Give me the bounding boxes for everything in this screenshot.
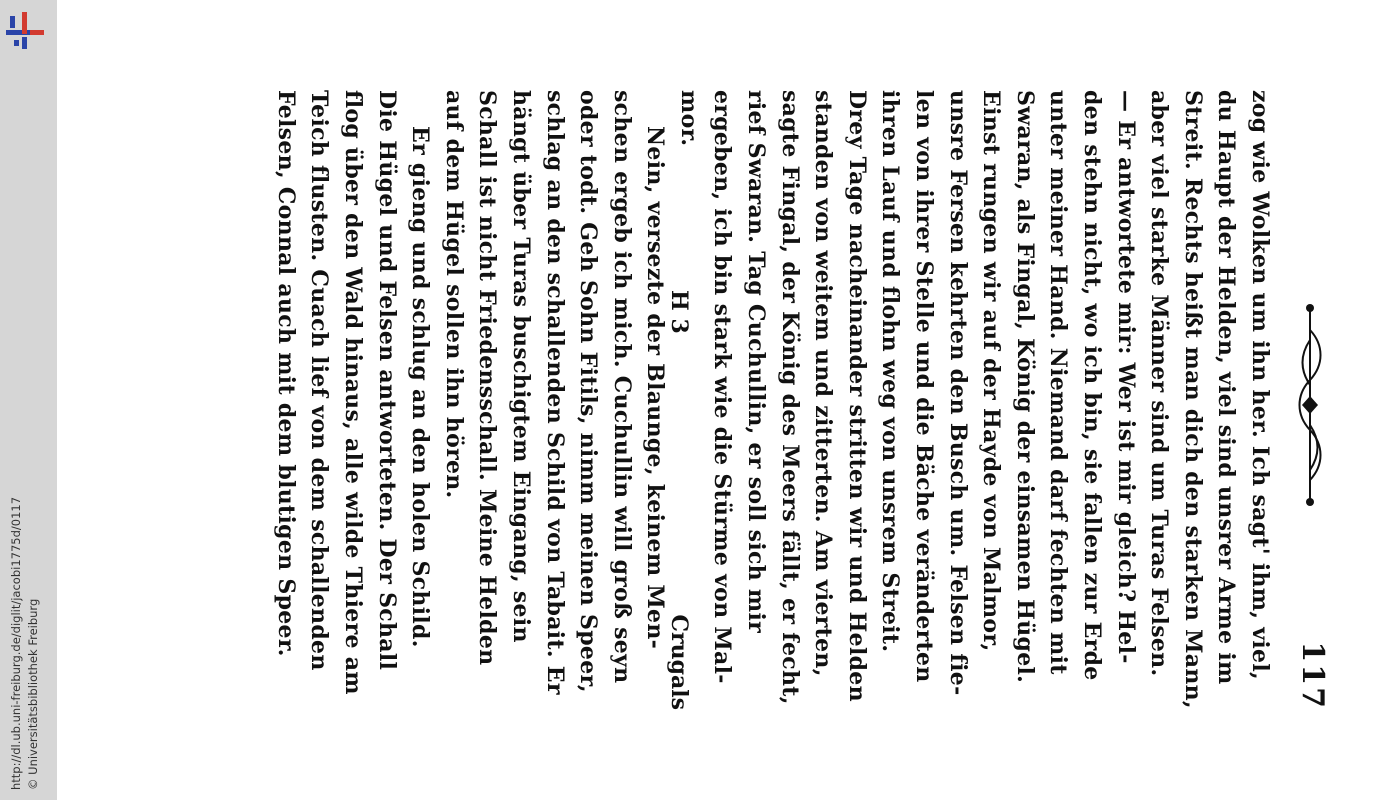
- page-number: 117: [1295, 641, 1330, 710]
- catchword: Crugals: [666, 614, 692, 710]
- source-url[interactable]: http://dl.ub.uni-freiburg.de/diglit/jacobi1775d/0117: [9, 496, 23, 790]
- text-line: standen von weitem und zitterten. Am vierten,: [810, 90, 837, 677]
- text-line: unsre Fersen kehrten den Busch um. Felsen fie-: [944, 90, 971, 696]
- text-line: Einst rungen wir auf der Hayde von Malmor,: [978, 90, 1005, 652]
- text-line: Streit. Rechts heißt man dich den starken Mann,: [1179, 90, 1206, 709]
- text-line: flog über den Wald hinaus, alle wilde Thiere am: [339, 90, 366, 695]
- text-line: hängt über Turas buschigtem Eingang, sein: [507, 90, 534, 643]
- text-line: Teich flusten. Cuach lief von dem schallenden: [306, 90, 333, 671]
- signature-mark: H 3: [666, 290, 692, 334]
- text-line: auf dem Hügel sollen ihn hören.: [440, 90, 467, 499]
- page-footer: [656, 90, 692, 710]
- text-line: Swaran, als Fingal, König der einsamen Hügel.: [1011, 90, 1038, 684]
- ub-freiburg-logo-icon[interactable]: [4, 6, 50, 52]
- text-line: schlag an den schallenden Schild von Tabait. Er: [541, 90, 568, 695]
- text-line: len von ihrer Stelle und die Bäche veränderten: [911, 90, 938, 683]
- text-line: Schall ist nicht Friedensschall. Meine Helden: [474, 90, 501, 666]
- viewer-credit: [8, 420, 44, 790]
- text-line: schen ergeb ich mich. Cuchullin will groß seyn: [608, 90, 635, 684]
- text-line: — Er antwortete mir: Wer ist mir gleich? Hel-: [1112, 90, 1139, 664]
- text-line: den stehn nicht, wo ich bin, sie fallen zur Erde: [1079, 90, 1106, 681]
- text-line: sagte Fingal, der König des Meers fällt, er fecht,: [776, 90, 803, 705]
- text-line: Felsen, Connal auch mit dem blutigen Speer.: [272, 90, 299, 657]
- text-line: Die Hügel und Felsen antworteten. Der Schall: [373, 90, 400, 671]
- text-line: ihren Lauf und flohn weg von unsrem Streit.: [877, 90, 904, 653]
- page-body: [268, 90, 1276, 710]
- text-line: Nein, versezte der Blaunge, keinem Men-: [642, 126, 669, 650]
- viewer-sidebar: [0, 0, 57, 800]
- page-header: [1290, 90, 1330, 710]
- text-line: oder todt. Geh Sohn Fitils, nimm meinen Speer,: [575, 90, 602, 693]
- text-line: du Haupt der Helden, viel sind unsrer Arme im: [1213, 90, 1240, 685]
- text-line: mor.: [675, 90, 702, 147]
- text-line: ergeben, ich bin stark wie die Stürme von Mal-: [709, 90, 736, 684]
- printers-ornament-icon: [1290, 300, 1330, 510]
- page-content: [272, 90, 1340, 710]
- text-line: aber viel starke Männer sind um Turas Felsen.: [1146, 90, 1173, 677]
- text-line: zog wie Wolken um ihn her. Ich sagt' ihm, viel,: [1247, 90, 1273, 680]
- text-line: unter meiner Hand. Niemand darf fechten mit: [1045, 90, 1072, 675]
- scanned-page: [272, 90, 1340, 710]
- text-line: Drey Tage nacheinander stritten wir und Helden: [843, 90, 870, 702]
- copyright-notice: © Universitätsbibliothek Freiburg: [26, 598, 40, 790]
- text-line: rief Swaran. Tag Cuchullin, er soll sich mir: [743, 90, 770, 634]
- text-line: Er gieng und schlug an den holen Schild.: [407, 126, 434, 648]
